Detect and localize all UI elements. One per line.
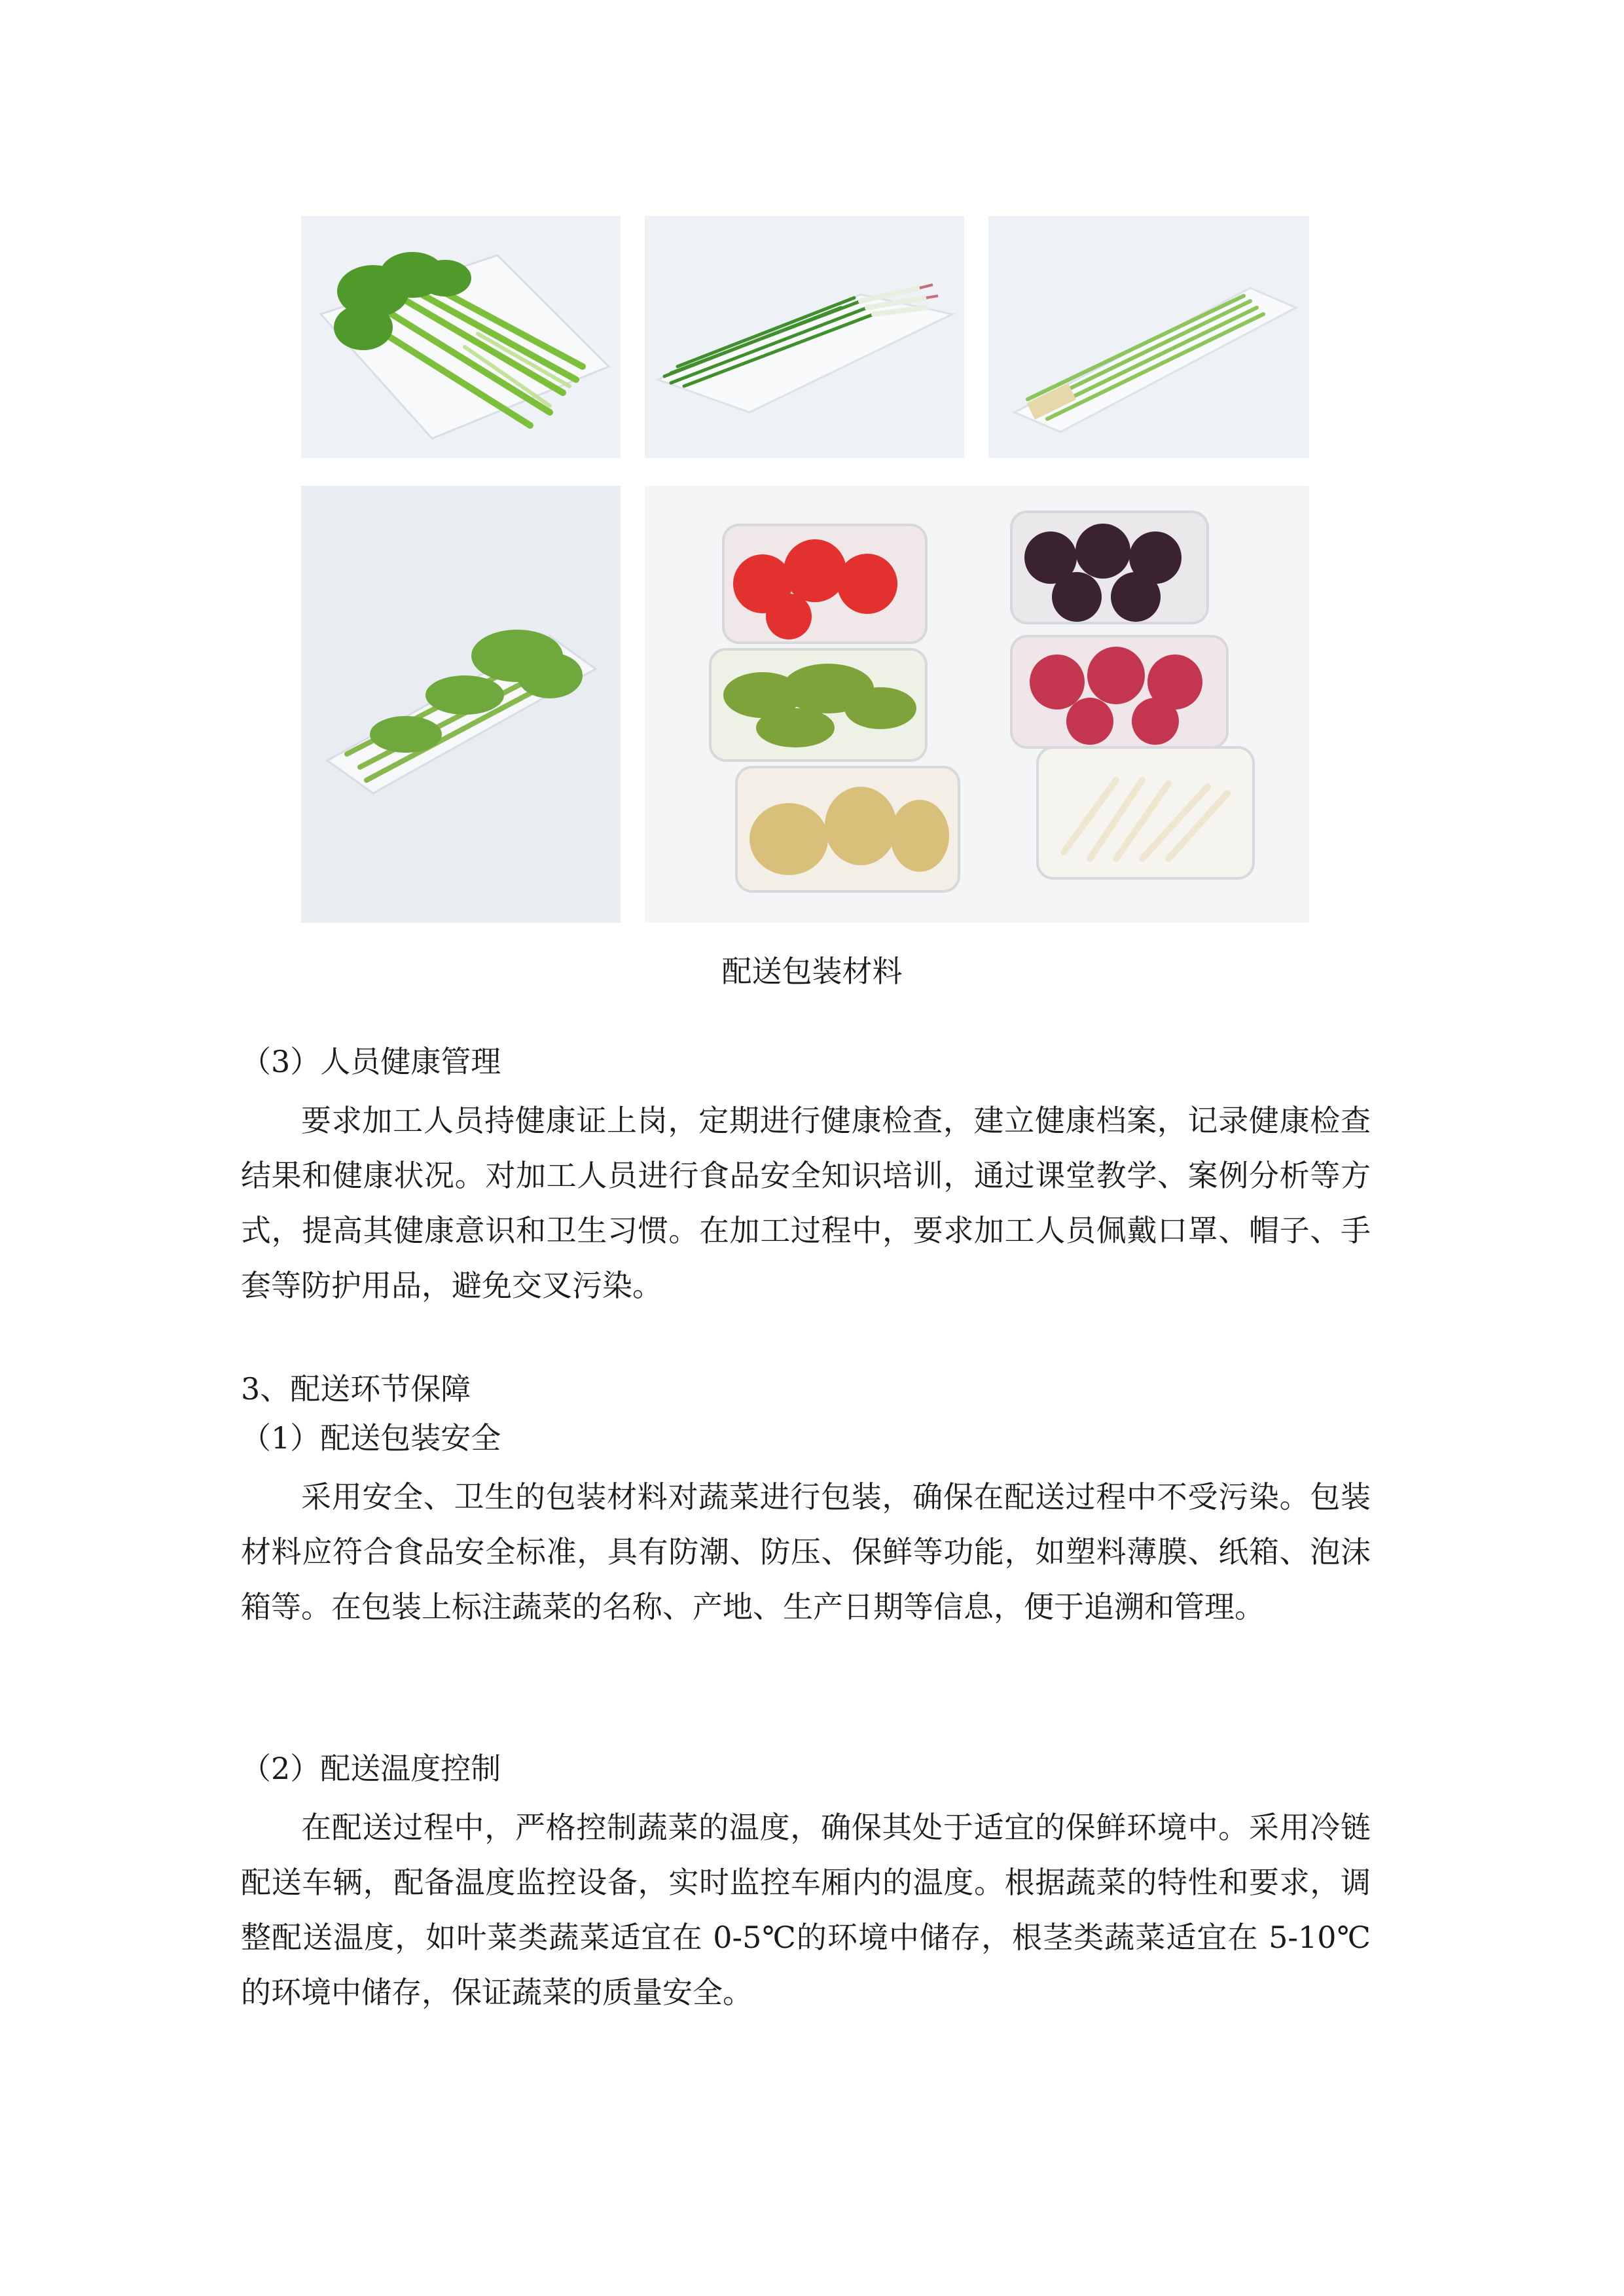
packaged-leafy-greens-photo: [301, 216, 621, 458]
paragraph-temperature: 在配送过程中，严格控制蔬菜的温度，确保其处于适宜的保鲜环境中。采用冷链配送车辆，配备温度监控设备，实时监控车厢内的温度。根据蔬菜的特性和要求，调整配送温度，如叶菜类蔬菜适宜在 0-5℃的环境中储存，根茎类蔬菜适宜在 5-10℃的环境中储存，保证蔬菜的质量安全。: [241, 1810, 1371, 2010]
produce-clamshell-trays-photo: [645, 486, 1309, 923]
section-heading-packaging: （1）配送包装安全: [241, 1420, 501, 1456]
section-heading-temperature: （2）配送温度控制: [241, 1751, 501, 1786]
packaged-wild-greens-photo: [301, 486, 621, 923]
packaged-scallions-photo: [645, 216, 964, 458]
section-heading-health: （3）人员健康管理: [241, 1044, 501, 1079]
paragraph-packaging: 采用安全、卫生的包装材料对蔬菜进行包装，确保在配送过程中不受污染。包装材料应符合食品安全标准，具有防潮、防压、保鲜等功能，如塑料薄膜、纸箱、泡沫箱等。在包装上标注蔬菜的名称、产地、生产日期等信息，便于追溯和管理。: [241, 1479, 1371, 1624]
packaged-garlic-chives-photo: [988, 216, 1309, 458]
paragraph-health: 要求加工人员持健康证上岗，定期进行健康检查，建立健康档案，记录健康检查结果和健康状况。对加工人员进行食品安全知识培训，通过课堂教学、案例分析等方式，提高其健康意识和卫生习惯。在加工过程中，要求加工人员佩戴口罩、帽子、手套等防护用品，避免交叉污染。: [241, 1103, 1371, 1303]
figure-caption: 配送包装材料: [721, 954, 903, 989]
section-heading-delivery: 3、配送环节保障: [241, 1371, 471, 1407]
